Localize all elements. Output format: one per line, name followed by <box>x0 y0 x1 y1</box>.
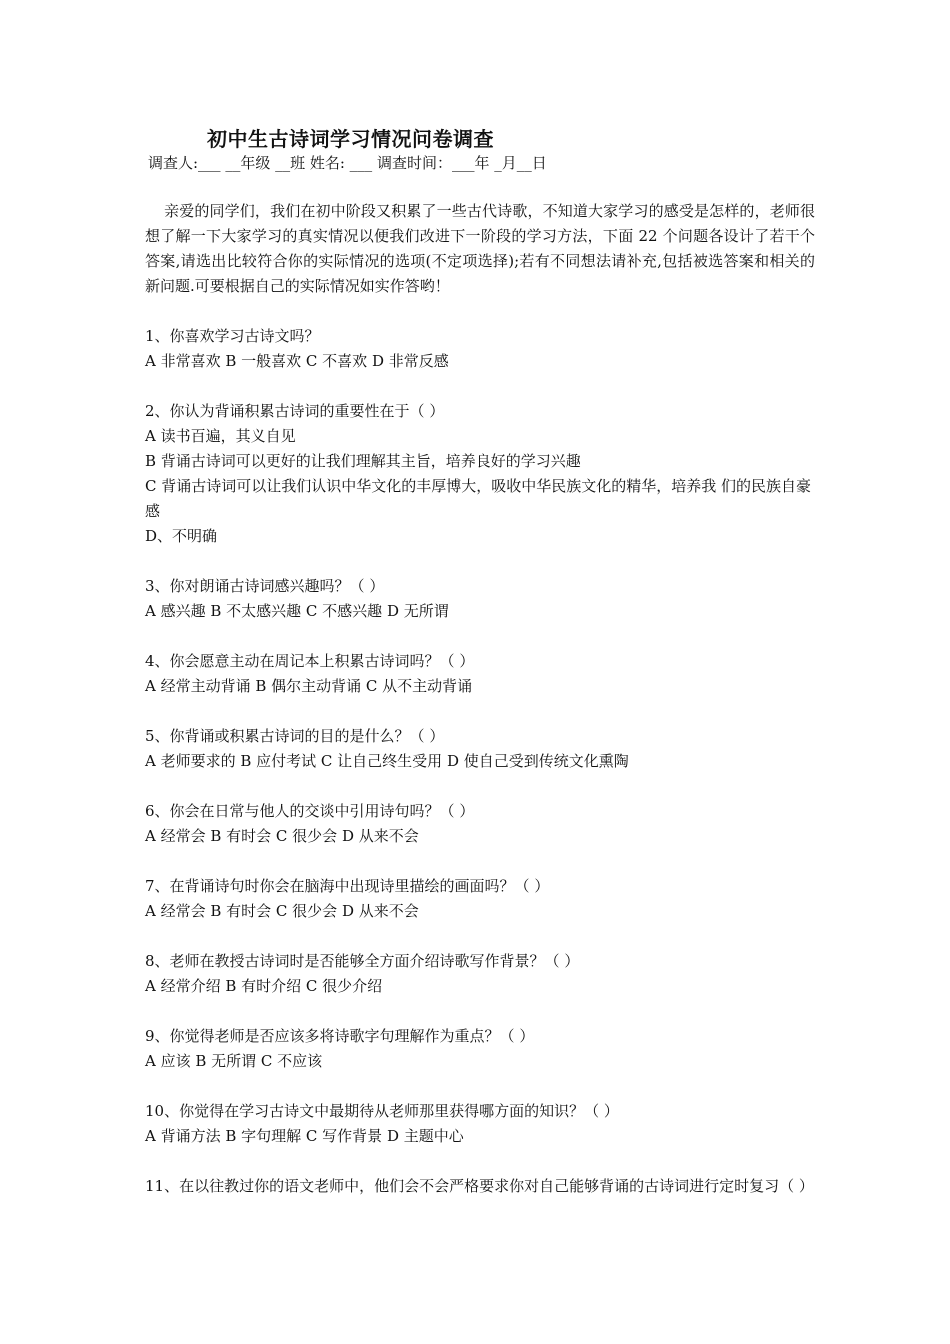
question-5 <box>145 724 815 774</box>
question-option-d: D、不明确 <box>145 527 218 545</box>
question-options: A 经常会 B 有时会 C 很少会 D 从来不会 <box>145 827 419 845</box>
question-10 <box>145 1099 815 1149</box>
question-option-a: A 读书百遍，其义自见 <box>145 427 296 445</box>
question-options: A 老师要求的 B 应付考试 C 让自己终生受用 D 使自己受到传统文化熏陶 <box>145 752 629 770</box>
question-text: 7、在背诵诗句时你会在脑海中出现诗里描绘的画面吗？（ ） <box>145 877 550 895</box>
question-options: A 应该 B 无所谓 C 不应该 <box>145 1052 323 1070</box>
question-9 <box>145 1024 815 1074</box>
question-3 <box>145 574 815 624</box>
question-options: A 经常主动背诵 B 偶尔主动背诵 C 从不主动背诵 <box>145 677 473 695</box>
question-options: A 感兴趣 B 不太感兴趣 C 不感兴趣 D 无所谓 <box>145 602 449 620</box>
question-4 <box>145 649 815 699</box>
question-text: 1、你喜欢学习古诗文吗？ <box>145 327 320 345</box>
question-option-c: C 背诵古诗词可以让我们认识中华文化的丰厚博大，吸收中华民族文化的精华，培养我 们的民族自豪感 <box>145 477 812 520</box>
question-option-b: B 背诵古诗词可以更好的让我们理解其主旨，培养良好的学习兴趣 <box>145 452 581 470</box>
question-text: 2、你认为背诵积累古诗词的重要性在于（ ） <box>145 402 445 420</box>
question-6 <box>145 799 815 849</box>
question-text: 8、老师在教授古诗词时是否能够全方面介绍诗歌写作背景？（ ） <box>145 952 580 970</box>
question-text: 4、你会愿意主动在周记本上积累古诗词吗？（ ） <box>145 652 475 670</box>
question-text: 3、你对朗诵古诗词感兴趣吗？（ ） <box>145 577 385 595</box>
page-title: 初中生古诗词学习情况问卷调查 <box>207 127 494 151</box>
question-options: A 背诵方法 B 字句理解 C 写作背景 D 主题中心 <box>145 1127 464 1145</box>
question-text: 9、你觉得老师是否应该多将诗歌字句理解作为重点？（ ） <box>145 1027 535 1045</box>
question-text: 11、在以往教过你的语文老师中，他们会不会严格要求你对自己能够背诵的古诗词进行定时复习（ ） <box>145 1177 814 1195</box>
question-1 <box>145 324 815 374</box>
question-options: A 非常喜欢 B 一般喜欢 C 不喜欢 D 非常反感 <box>145 352 449 370</box>
question-2 <box>145 399 815 549</box>
intro-paragraph: 亲爱的同学们，我们在初中阶段又积累了一些古代诗歌，不知道大家学习的感受是怎样的，老师很想了解一下大家学习的真实情况以便我们改进下一阶段的学习方法，下面 22 个问题各设计了若干个答案,请选出比较符合你的实际情况的选项(不定项选择);若有不同想法请补充,包括被选答案和相关的新问题.可要根据自己的实际情况如实作答哟！ <box>145 202 815 295</box>
question-text: 10、你觉得在学习古诗文中最期待从老师那里获得哪方面的知识？（ ） <box>145 1102 619 1120</box>
question-7 <box>145 874 815 924</box>
question-options: A 经常会 B 有时会 C 很少会 D 从来不会 <box>145 902 419 920</box>
question-text: 6、你会在日常与他人的交谈中引用诗句吗？（ ） <box>145 802 475 820</box>
question-8 <box>145 949 815 999</box>
question-11 <box>145 1174 815 1199</box>
survey-info-line: 调查人:___ __年级 __班 姓名: ___ 调查时间：___年 _月__日 <box>148 154 547 172</box>
question-text: 5、你背诵或积累古诗词的目的是什么？（ ） <box>145 727 445 745</box>
question-options: A 经常介绍 B 有时介绍 C 很少介绍 <box>145 977 383 995</box>
survey-content <box>145 199 815 1224</box>
